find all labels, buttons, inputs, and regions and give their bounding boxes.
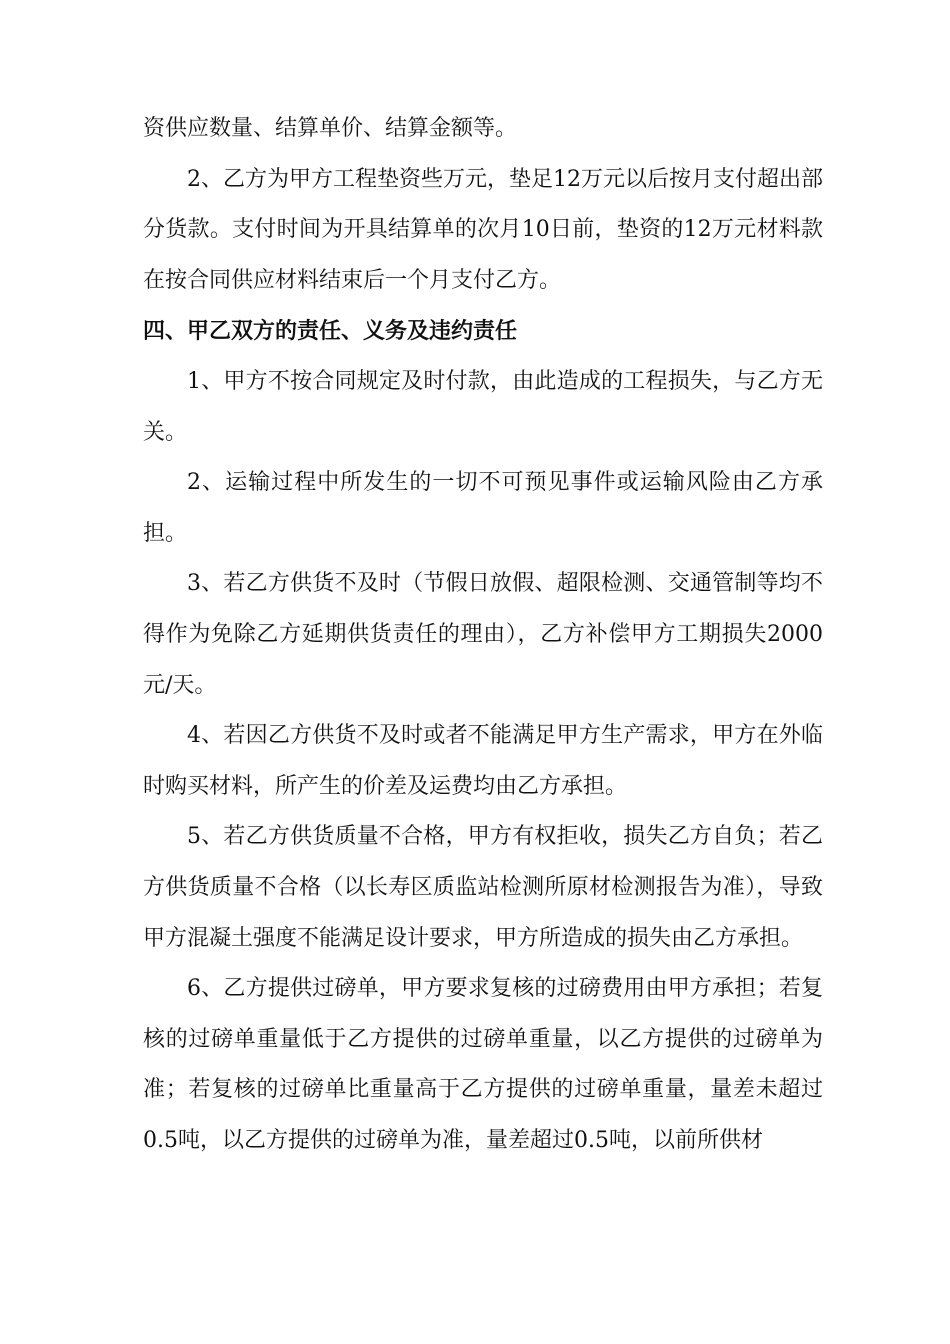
paragraph-clause-5: 5、若乙方供货质量不合格，甲方有权拒收，损失乙方自负；若乙方供货质量不合格（以长寿区质监站检测所原材检测报告为准），导致甲方混凝土强度不能满足设计要求，甲方所造成的损失由乙方承担。 bbox=[143, 824, 823, 951]
paragraph-clause-3: 3、若乙方供货不及时（节假日放假、超限检测、交通管制等均不得作为免除乙方延期供货责任的理由），乙方补偿甲方工期损失2000元/天。 bbox=[143, 571, 823, 698]
document-body bbox=[143, 104, 823, 1166]
paragraph-clause-6: 6、乙方提供过磅单，甲方要求复核的过磅费用由甲方承担；若复核的过磅单重量低于乙方提供的过磅单重量，以乙方提供的过磅单为准；若复核的过磅单比重量高于乙方提供的过磅单重量，量差未超过0.5吨，以乙方提供的过磅单为准，量差超过0.5吨，以前所供材 bbox=[143, 976, 823, 1153]
paragraph-clause-2: 2、运输过程中所发生的一切不可预见事件或运输风险由乙方承担。 bbox=[143, 470, 823, 546]
paragraph-clause-1: 1、甲方不按合同规定及时付款，由此造成的工程损失，与乙方无关。 bbox=[143, 368, 823, 445]
paragraph-clause-4: 4、若因乙方供货不及时或者不能满足甲方生产需求，甲方在外临时购买材料，所产生的价差及运费均由乙方承担。 bbox=[143, 723, 823, 799]
section-heading-responsibilities: 四、甲乙双方的责任、义务及违约责任 bbox=[143, 318, 518, 345]
paragraph-continuation: 资供应数量、结算单价、结算金额等。 bbox=[143, 116, 518, 141]
paragraph-payment-advance: 2、乙方为甲方工程垫资些万元，垫足12万元以后按月支付超出部分货款。支付时间为开具结算单的次月10日前，垫资的12万元材料款在按合同供应材料结束后一个月支付乙方。 bbox=[143, 166, 823, 293]
